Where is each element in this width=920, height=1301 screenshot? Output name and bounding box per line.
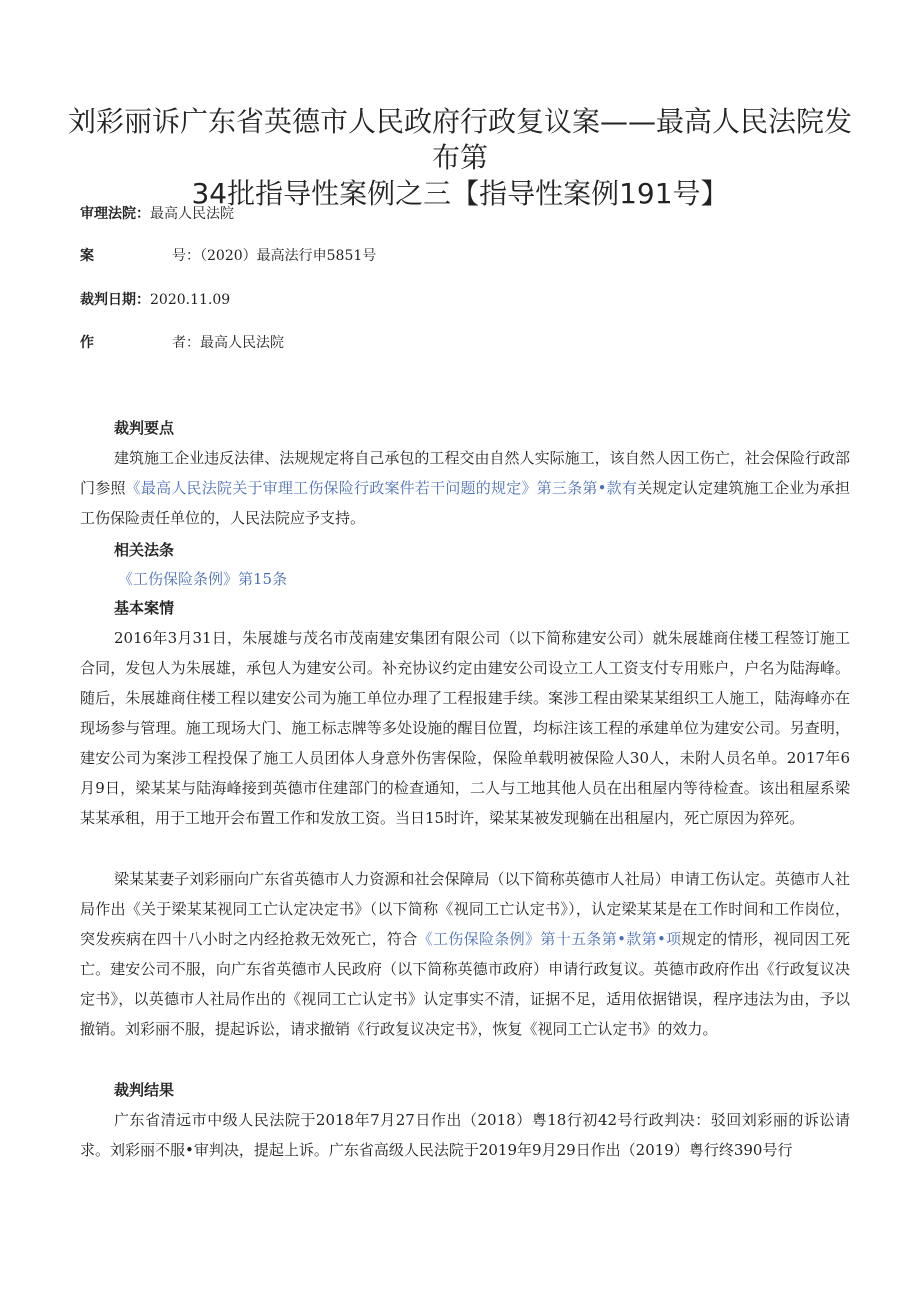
- related-law-link[interactable]: 《工伤保险条例》第15条: [118, 570, 288, 588]
- key-points-paragraph: [80, 443, 850, 533]
- heading-basic-facts: 基本案情: [114, 599, 175, 617]
- heading-key-points: 裁判要点: [114, 419, 175, 437]
- document-title-line1: 刘彩丽诉广东省英德市人民政府行政复议案——最高人民法院发布第: [67, 105, 852, 174]
- basic-facts-para2-before: 梁某某妻子刘彩丽向广东省英德市人力资源和社会保障局（以下简称英德市人社局）申请工伤认定。英德市人社局作出《关于梁某某视同工亡认定决定书》（以下简称《视同工亡认定书》），认定梁某某是在工作时间和工作岗位，突发疾病在四十八小时之内经抢救无效死亡，符合: [80, 870, 850, 948]
- document-title-line2: 34批指导性案例之三【指导性案例191号】: [191, 177, 729, 210]
- meta-court: [80, 204, 234, 224]
- meta-date-value: 2020.11.09: [150, 292, 231, 308]
- meta-author-value: 最高人民法院: [200, 335, 284, 351]
- meta-date: [80, 290, 230, 310]
- meta-case-number: [80, 246, 376, 266]
- meta-case-label-head: 案: [80, 248, 94, 264]
- meta-author-label-tail: 者：: [172, 335, 200, 351]
- key-points-text-after: 关规定认定建筑施工企业为承担工伤保险责任单位的，人民法院应予支持。: [80, 479, 850, 527]
- meta-court-value: 最高人民法院: [150, 206, 234, 222]
- document-title: [60, 104, 860, 212]
- meta-case-value: （2020）最高法行申5851号: [200, 248, 377, 264]
- key-points-regulation-link[interactable]: 《最高人民法院关于审理工伤保险行政案件若干问题的规定》第三条第•款有: [125, 479, 638, 497]
- meta-court-label: 审理法院：: [80, 206, 150, 222]
- key-points-text-before: 建筑施工企业违反法律、法规规定将自己承包的工程交由自然人实际施工，该自然人因工伤亡，社会保险行政部门参照: [80, 449, 850, 497]
- meta-date-label: 裁判日期：: [80, 292, 150, 308]
- heading-result: 裁判结果: [114, 1081, 175, 1099]
- meta-case-label-tail: 号：: [172, 248, 200, 264]
- meta-author: [80, 333, 284, 353]
- heading-related-law: 相关法条: [114, 541, 175, 559]
- meta-author-label-head: 作: [80, 335, 94, 351]
- basic-facts-para2-after: 规定的情形，视同因工死亡。建安公司不服，向广东省英德市人民政府（以下简称英德市政府）申请行政复议。英德市政府作出《行政复议决定书》，以英德市人社局作出的《视同工亡认定书》认定事实不清，证据不足，适用依据错误，程序违法为由，予以撤销。刘彩丽不服，提起诉讼，请求撤销《行政复议决定书》，恢复《视同工亡认定书》的效力。: [80, 930, 850, 1038]
- basic-facts-paragraph-2: [80, 864, 850, 1044]
- basic-facts-regulation-link[interactable]: 《工伤保险条例》第十五条第•款第•项: [417, 930, 682, 948]
- basic-facts-paragraph-1: 2016年3月31日，朱展雄与茂名市茂南建安集团有限公司（以下简称建安公司）就朱展雄商住楼工程签订施工合同，发包人为朱展雄，承包人为建安公司。补充协议约定由建安公司设立工人工资支付专用账户，户名为陆海峰。随后，朱展雄商住楼工程以建安公司为施工单位办理了工程报建手续。案涉工程由梁某某组织工人施工，陆海峰亦在现场参与管理。施工现场大门、施工标志牌等多处设施的醒目位置，均标注该工程的承建单位为建安公司。另查明，建安公司为案涉工程投保了施工人员团体人身意外伤害保险，保险单载明被保险人30人，未附人员名单。2017年6月9日，梁某某与陆海峰接到英德市住建部门的检查通知，二人与工地其他人员在出租屋内等待检查。该出租屋系梁某某承租，用于工地开会布置工作和发放工资。当日15时许，梁某某被发现躺在出租屋内，死亡原因为猝死。: [80, 629, 850, 827]
- result-paragraph-1: 广东省清远市中级人民法院于2018年7月27日作出（2018）粤18行初42号行政判决：驳回刘彩丽的诉讼请求。刘彩丽不服•审判决，提起上诉。广东省高级人民法院于2019年9月29日作出（2019）粤行终390号行: [80, 1111, 850, 1159]
